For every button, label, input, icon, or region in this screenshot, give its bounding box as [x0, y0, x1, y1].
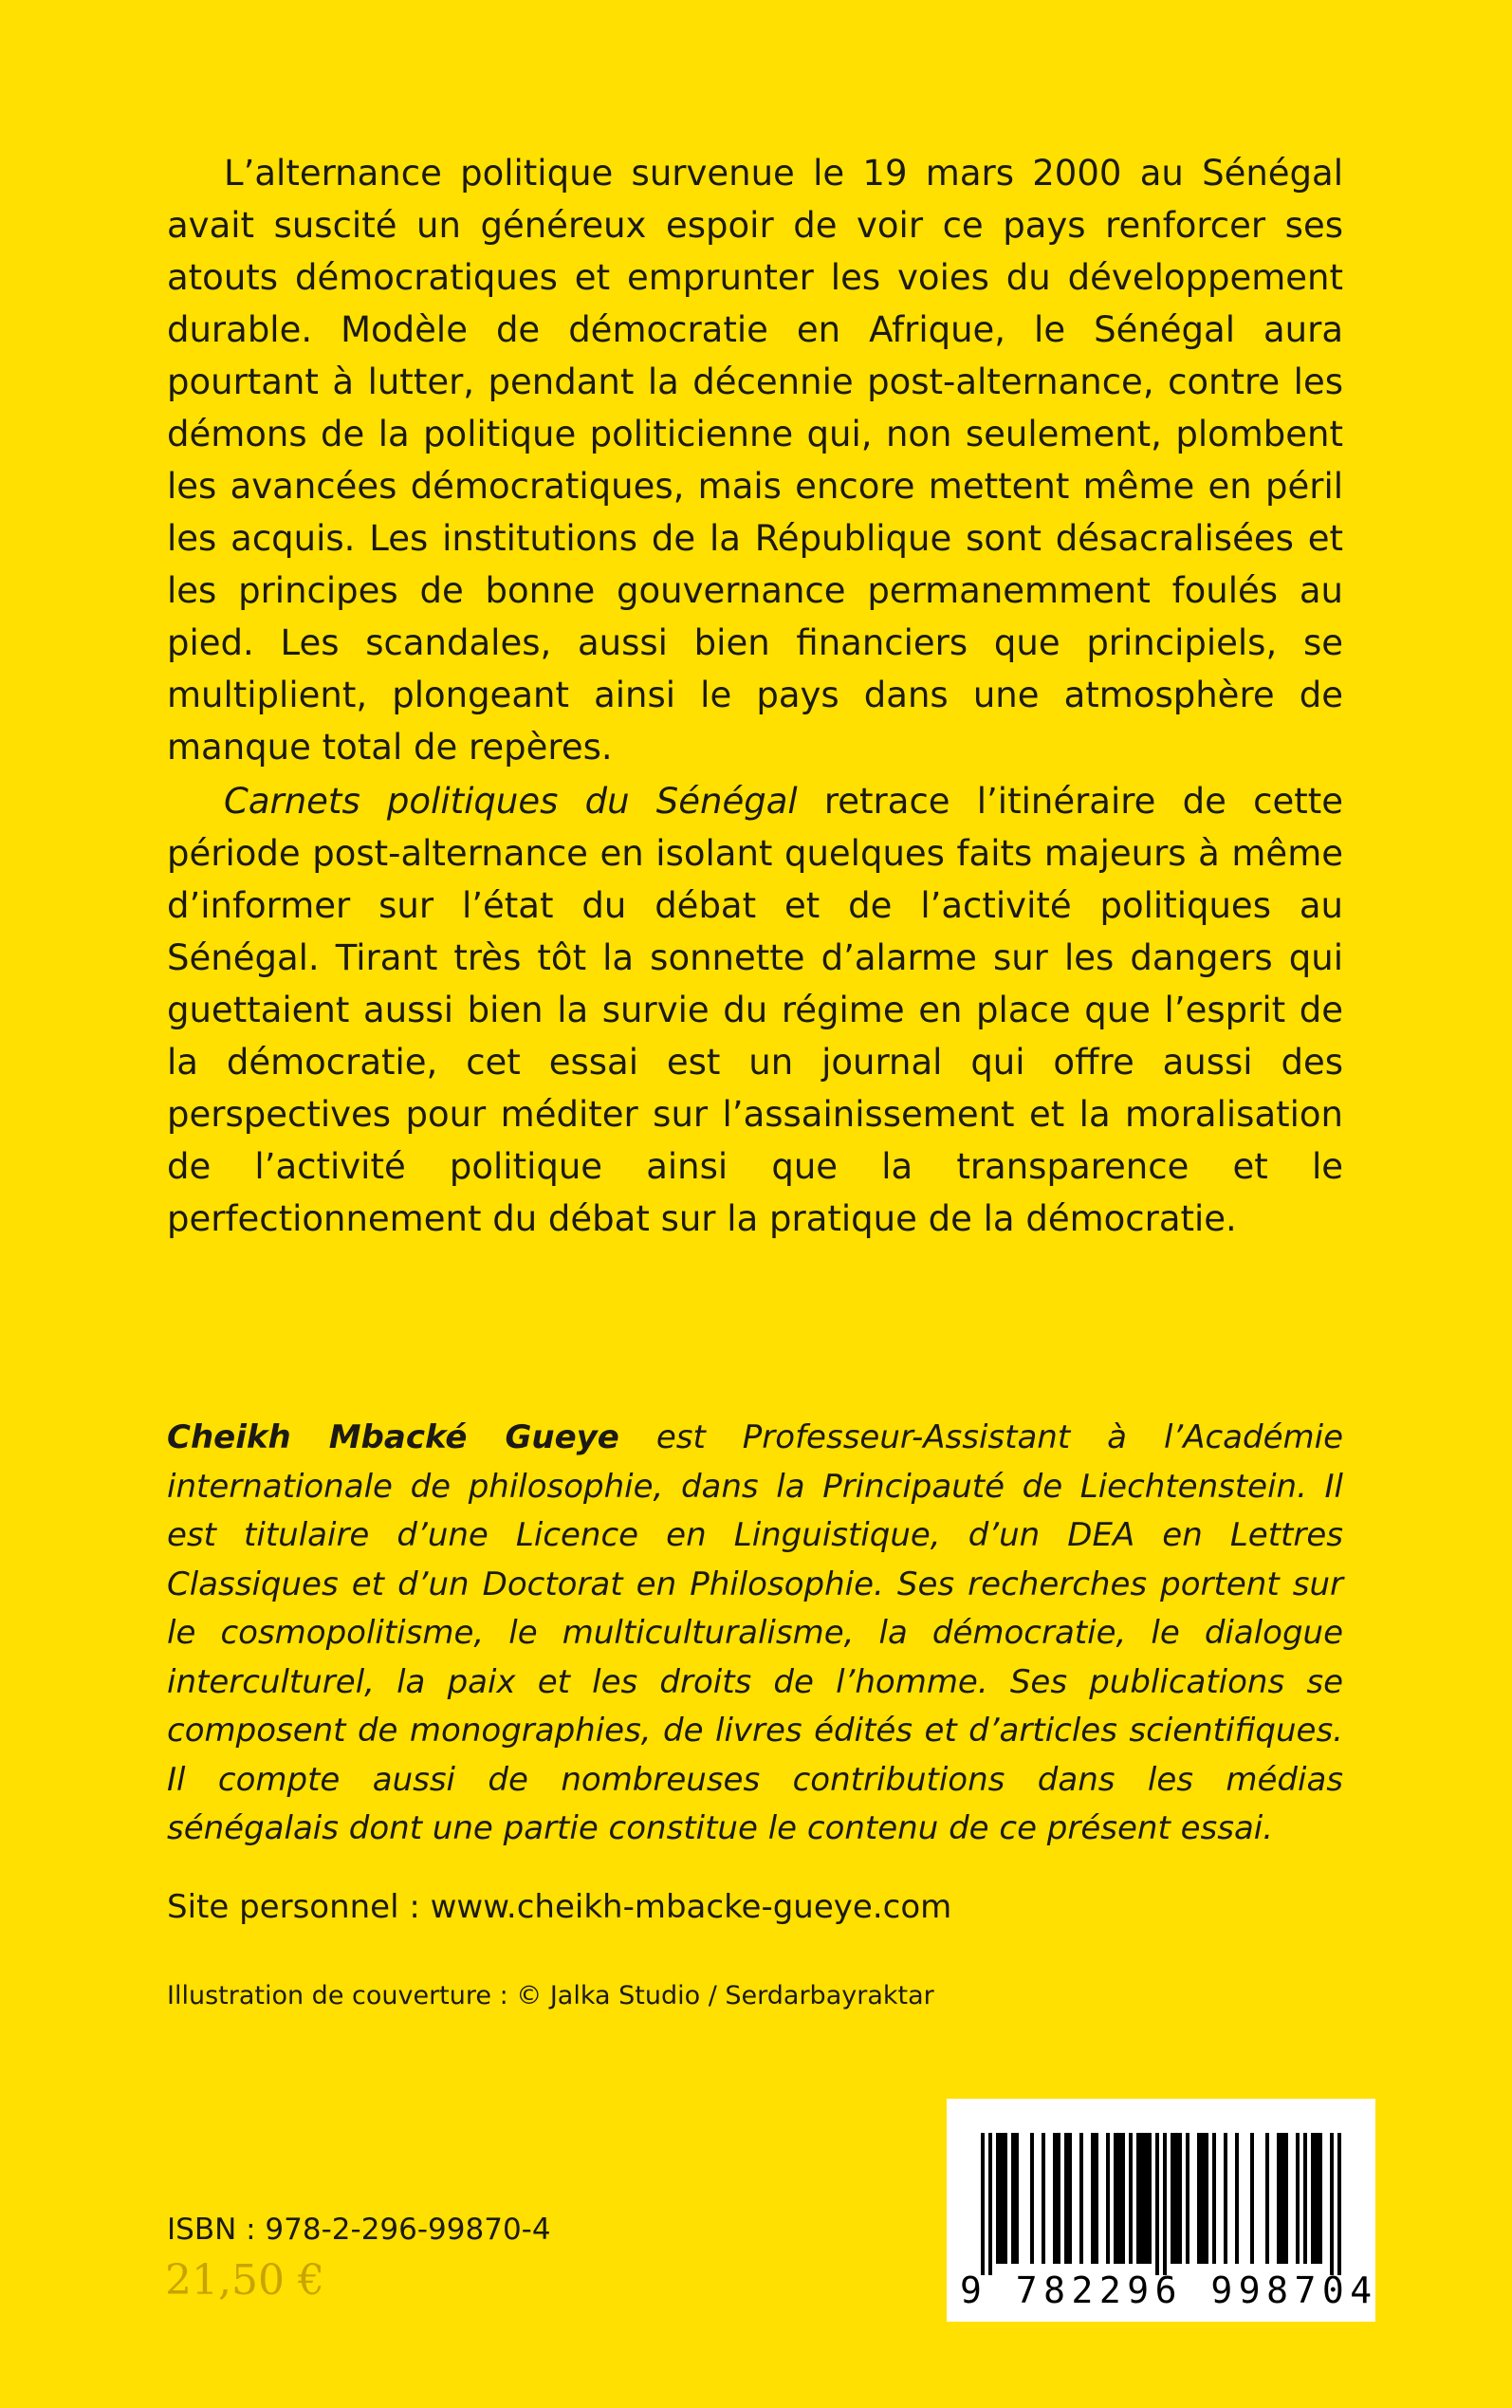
barcode-bar	[1311, 2133, 1315, 2264]
barcode-bar	[1201, 2133, 1205, 2264]
barcode-bar	[1265, 2133, 1269, 2264]
barcode-bar	[1114, 2133, 1117, 2264]
barcode-digits: 9 782296 998704	[960, 2269, 1378, 2311]
barcode-bar	[1079, 2133, 1083, 2264]
isbn: ISBN : 978-2-296-99870-4	[167, 2213, 551, 2247]
barcode-bar	[1235, 2133, 1239, 2264]
barcode-bar	[1174, 2133, 1178, 2264]
barcode-bar	[1224, 2133, 1227, 2264]
barcode-bar	[1095, 2133, 1098, 2264]
barcode-bar	[1015, 2133, 1019, 2264]
barcode-bar	[1042, 2133, 1045, 2264]
book-summary	[167, 147, 1343, 1245]
personal-site: Site personnel : www.cheikh-mbacke-gueye.com	[167, 1888, 952, 1926]
summary-paragraph-2-text: retrace l’itinéraire de cette période post-alternance en isolant quelques faits majeurs à même d’informer sur l’état du débat et de l’activité politiques au Sénégal. Tirant très tôt la sonnette d’alarme sur les dangers qui guettaient aussi bien la survie du régime en place que l’esprit de la démocratie, cet essai est un journal qui offre aussi des perspectives pour méditer sur l’assainissement et la moralisation de l’activité politique ainsi que la transparence et le perfectionnement du débat sur la pratique de la démocratie.	[167, 781, 1343, 1239]
barcode-bar	[1030, 2133, 1034, 2264]
barcode-bar	[996, 2133, 1000, 2264]
barcode-bar	[1296, 2133, 1300, 2264]
barcode-bar	[1117, 2133, 1121, 2264]
barcode-bar	[1144, 2133, 1148, 2264]
barcode-bar	[1129, 2133, 1133, 2264]
barcode-bar	[1136, 2133, 1140, 2264]
barcode-bar	[1277, 2133, 1281, 2264]
barcode-bar	[1163, 2133, 1167, 2275]
barcode-bar	[1053, 2133, 1057, 2264]
barcode-bar	[1057, 2133, 1060, 2264]
barcode-bar	[1106, 2133, 1110, 2264]
barcode-bar	[1315, 2133, 1318, 2264]
barcode	[947, 2099, 1378, 2322]
summary-paragraph-1: L’alternance politique survenue le 19 mars 2000 au Sénégal avait suscité un généreux espoir de voir ce pays renforcer ses atouts démocratiques et emprunter les voies du développement durable. Modèle de démocratie en Afrique, le Sénégal aura pourtant à lutter, pendant la décennie post-alternance, contre les démons de la politique politicienne qui, non seulement, plombent les avancées démocratiques, mais encore mettent même en péril les acquis. Les institutions de la République sont désacralisées et les principes de bonne gouvernance permanemment foulés au pied. Les scandales, aussi bien financiers que principiels, se multiplient, plongeant ainsi le pays dans une atmosphère de manque total de repères.	[167, 153, 1343, 768]
barcode-bar	[1337, 2133, 1341, 2275]
barcode-bar	[988, 2133, 992, 2275]
author-bio	[167, 1414, 1343, 1854]
cover-credit: Illustration de couverture : © Jalka Studio / Serdarbayraktar	[167, 1981, 934, 2010]
barcode-bar	[1068, 2133, 1072, 2264]
barcode-bar	[1330, 2133, 1334, 2275]
barcode-bar	[1011, 2133, 1015, 2264]
barcode-bar	[1140, 2133, 1144, 2264]
barcode-bar	[981, 2133, 985, 2275]
barcode-bar	[1121, 2133, 1125, 2264]
barcode-bar	[1171, 2133, 1174, 2264]
author-name: Cheikh Mbacké Gueye	[167, 1418, 619, 1456]
barcode-bar	[1212, 2133, 1216, 2264]
barcode-bar	[1148, 2133, 1152, 2264]
barcode-bar	[1205, 2133, 1208, 2264]
author-bio-text: est Professeur-Assistant à l’Académie internationale de philosophie, dans la Principauté de Liechtenstein. Il est titulaire d’une Licence en Linguistique, d’un DEA en Lettres Classiques et d’un Doctorat en Philosophie. Ses recherches portent sur le cosmopolitisme, le multiculturalisme, la démocratie, le dialogue interculturel, la paix et les droits de l’homme. Ses publications se composent de monographies, de livres édités et d’articles scientifiques. Il compte aussi de nombreuses contributions dans les médias sénégalais dont une partie constitue le contenu de ce présent essai.	[167, 1418, 1343, 1847]
barcode-bar	[1197, 2133, 1201, 2264]
barcode-bar	[1284, 2133, 1288, 2264]
barcode-bar	[1000, 2133, 1004, 2264]
price: 21,50 €	[165, 2256, 324, 2305]
book-title: Carnets politiques du Sénégal	[224, 781, 798, 822]
barcode-bar	[1155, 2133, 1159, 2275]
barcode-bar	[1091, 2133, 1095, 2264]
barcode-bar	[1186, 2133, 1189, 2264]
summary-paragraph-2	[167, 775, 1343, 1245]
barcode-bar	[1064, 2133, 1068, 2264]
barcode-bar	[1281, 2133, 1284, 2264]
barcode-bar	[1250, 2133, 1254, 2264]
barcode-bar	[1178, 2133, 1182, 2264]
barcode-bar	[1303, 2133, 1307, 2264]
barcode-bar	[1318, 2133, 1322, 2264]
barcode-bar	[1004, 2133, 1007, 2264]
